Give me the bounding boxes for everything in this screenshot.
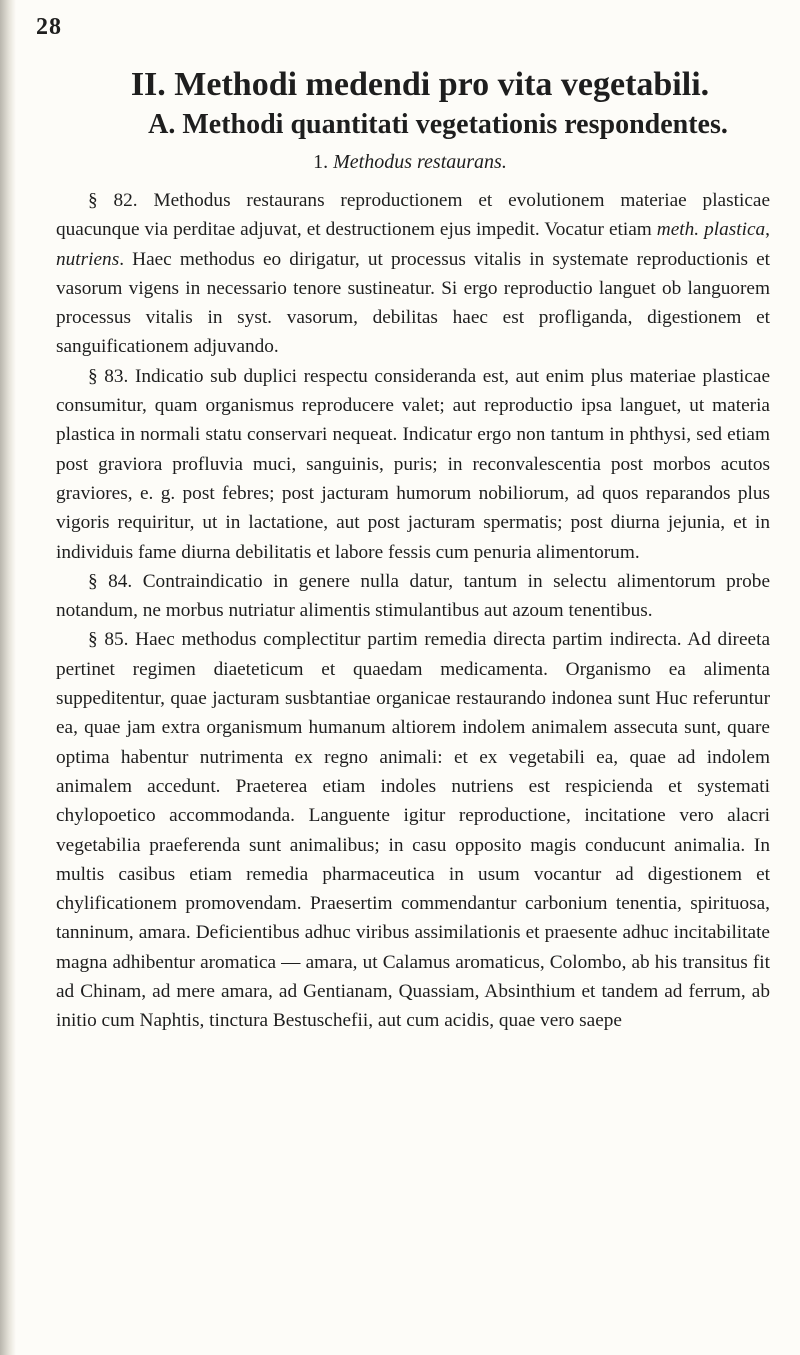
subsection-title: Methodus restaurans.: [333, 151, 507, 173]
paragraph-text: ,: [765, 219, 770, 241]
page-number: 28: [36, 14, 62, 40]
paragraph: [56, 186, 770, 362]
paragraph-text: Contraindicatio in genere nulla datur, tantum in selectu alimentorum probe notandum, ne morbus nutriatur alimentis stimulantibus aut azoum tenentibus.: [56, 570, 770, 622]
italic-term: nutriens: [56, 248, 120, 270]
subsection-number: 1.: [313, 151, 329, 173]
subsection-heading: [60, 149, 760, 175]
section-heading: A. Methodi quantitati vegetationis respondentes.: [148, 109, 728, 140]
section-number: § 82.: [88, 190, 138, 211]
section-number: § 85.: [88, 629, 129, 651]
binding-shadow: [0, 0, 16, 1355]
paragraph-text: . Haec methodus eo dirigatur, ut processus vitalis in systemate reproductionis et vasorum vigens in necessario tenore sustineatur. Si ergo reproductio languet ob languorem processus vitalis in syst. vasorum, debilitas haec est profliganda, digestionem et sanguificationem adjuvando.: [56, 248, 770, 358]
paragraph: [56, 362, 770, 567]
paragraph: [56, 625, 770, 1035]
paragraph-text: Methodus restaurans reproductionem et evolutionem materiae plasticae quacunque via perditae adjuvat, et destructionem ejus impedit. Vocatur etiam: [56, 190, 770, 241]
chapter-heading: II. Methodi medendi pro vita vegetabili.: [130, 66, 710, 103]
italic-term: meth. plastica: [656, 219, 766, 241]
section-number: § 84.: [88, 570, 133, 592]
paragraph-text: Indicatio sub duplici respectu consideranda est, aut enim plus materiae plasticae consumitur, quam organismus reproducere valet; aut reproductio ipsa languet, ut materia plastica in normali statu conservari nequeat. Indicatur ergo non tantum in phthysi, sed etiam post graviora profluvia muci, sanguinis, puris; in reconvalescentia post morbos acutos graviores, e. g. post febres; post jacturam humorum nobiliorum, ad quos reparandos plus vigoris requiritur, ut in lactatione, aut post jacturam spermatis; post diurna jejunia, et in individuis fame diurna debilitatis et labore fessis cum penuria alimentorum.: [56, 365, 771, 563]
paragraph: [56, 567, 770, 626]
paragraph-text: Haec methodus complectitur partim remedia directa partim indirecta. Ad direeta pertinet regimen diaeteticum et quaedam medicamenta. Organismo ea alimenta suppeditentur, quae jacturam susbtantiae organicae restaurando indonea sunt Huc referuntur ea, quae jam extra organismum humanum altiorem indolem animalem assecuta sunt, quare optima habentur nutrimenta ex regno animali: et ex vegetabili ea, quae ad indolem animalem accedunt. Praeterea etiam indoles nutriens est respicienda et systemati chylopoetico accommodanda. Languente igitur reproductione, incitatione vero alacri vegetabilia praeferenda sunt animalibus; in casu opposito magis conducunt animalia. In multis casibus etiam remedia pharmaceutica in usum vocantur ad digestionem et chylificationem promovendam. Praesertim commendantur carbonium tenentia, spirituosa, tanninum, amara. Deficientibus adhuc viribus assimilationis et praesente adhuc incitabilitate magna adhibentur aromatica — amara, ut Calamus aromaticus, Colombo, ab his transitus fit ad Chinam, ad mere amara, ad Gentianam, Quassiam, Absinthium et tandem ad ferrum, ab initio cum Naphtis, tinctura Bestuschefii, aut cum acidis, quae vero saepe: [56, 629, 770, 1032]
body-text: [56, 186, 770, 1036]
section-number: § 83.: [88, 365, 129, 387]
